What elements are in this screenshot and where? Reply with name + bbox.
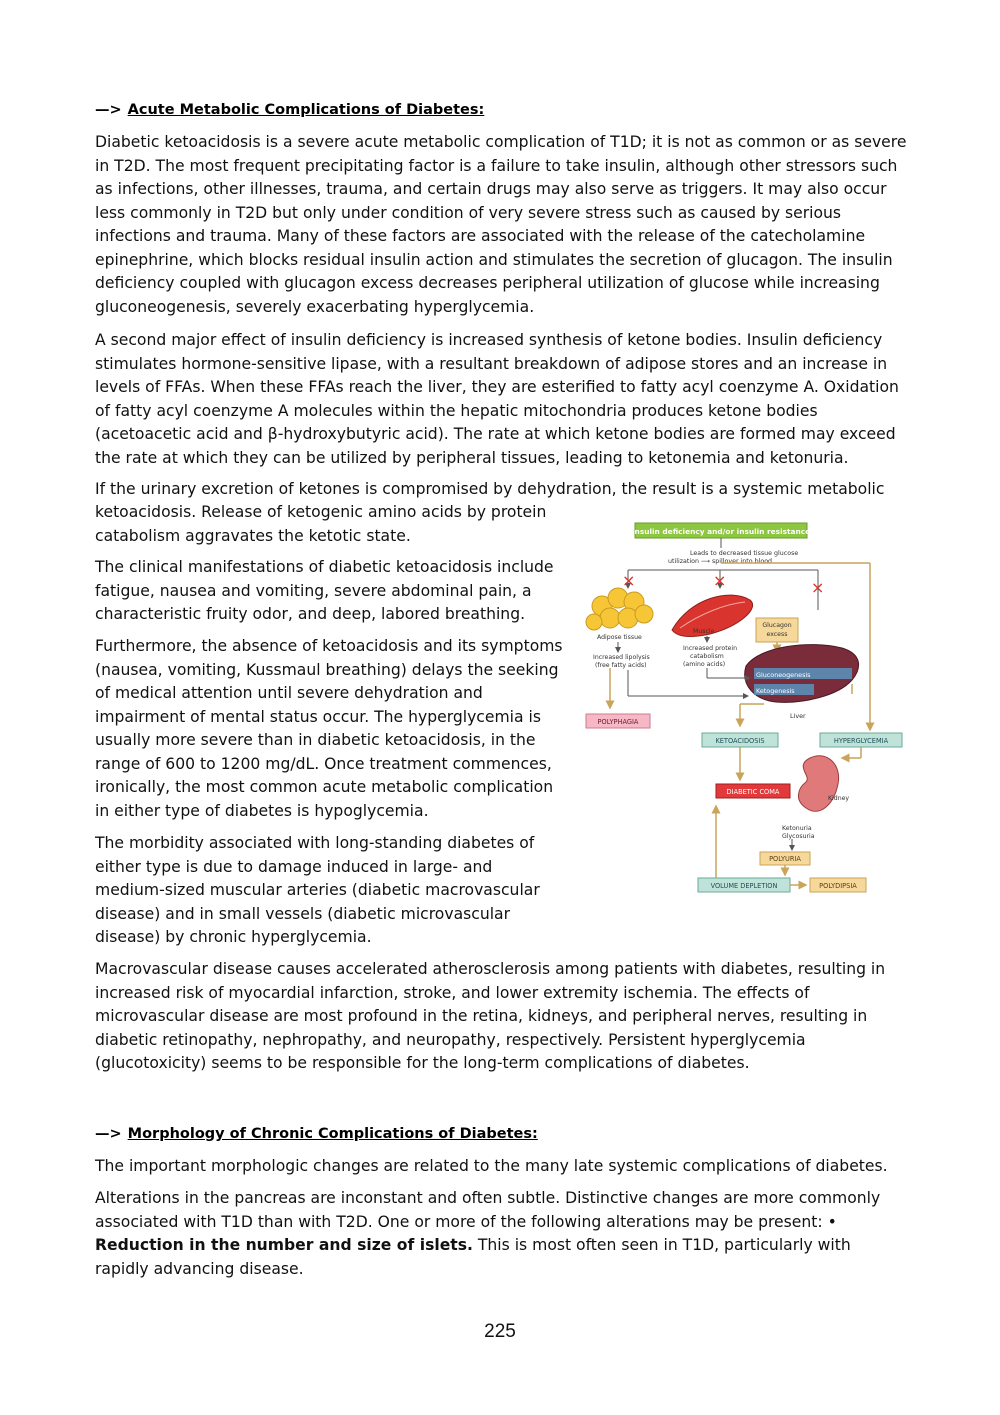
- pathogenesis-diagram: [580, 518, 910, 898]
- blocked-x-icon: ×: [622, 571, 636, 590]
- paragraph-morphologic-changes: The important morphologic changes are related to the many late systemic complications of diabetes.: [95, 1157, 888, 1175]
- paragraph-macrovascular: Macrovascular disease causes accelerated atherosclerosis among patients with diabetes, resulting in increased risk of myocardial infarction, stroke, and lower extremity ischemia. The effects of microvascular disease are most profound in the retina, kidneys, and peripheral nerves, resulting in diabetic retinopathy, nephropathy, and neuropathy, respectively. Persistent hyperglycemia (glucotoxicity) seems to be responsible for the long-term complications of diabetes.: [95, 960, 886, 1072]
- polyuria-label: POLYURIA: [769, 855, 801, 863]
- blocked-x-icon: ×: [811, 578, 825, 597]
- paragraph-clinical-manifestations: The clinical manifestations of diabetic ketoacidosis include fatigue, nausea and vomiting, severe abdominal pain, a characteristic fruity odor, and deep, labored breathing.: [95, 558, 554, 623]
- page-number: 225: [484, 1321, 516, 1342]
- pancreas-text: Alterations in the pancreas are inconstant and often subtle. Distinctive changes are more commonly associated with T1D than with T2D. One or more of the following alterations may be present: •: [95, 1189, 881, 1231]
- section-heading-acute: [95, 102, 484, 118]
- leads-to-label-1: Leads to decreased tissue glucose: [690, 550, 799, 557]
- heading-title: Morphology of Chronic Complications of Diabetes:: [127, 1126, 538, 1142]
- dka-pathogenesis-figure: [580, 518, 910, 898]
- paragraph-pancreas: [95, 1187, 907, 1281]
- lipolysis-label-1: Increased lipolysis: [593, 654, 650, 661]
- kidney-icon: [798, 756, 838, 812]
- glycosuria-label: Glycosuria: [782, 833, 815, 840]
- polydipsia-label: POLYDIPSIA: [819, 882, 857, 890]
- heading-arrow: —>: [95, 1126, 122, 1142]
- paragraph-ketone-bodies: A second major effect of insulin deficiency is increased synthesis of ketone bodies. Insulin deficiency stimulates hormone-sensitive lipase, with a resultant breakdown of adipose stores and an increase in levels of FFAs. When these FFAs reach the liver, they are esterified to fatty acyl coenzyme A. Oxidation of fatty acyl coenzyme A molecules within the hepatic mitochondria produces ketone bodies (acetoacetic acid and β-hydroxybutyric acid). The rate at which ketone bodies are formed may exceed the rate at which they can be utilized by peripheral tissues, leading to ketonemia and ketonuria.: [95, 331, 899, 467]
- paragraph-urinary-excretion-rest: ketoacidosis. Release of ketogenic amino acids by protein catabolism aggravates the ketotic state.: [95, 503, 547, 545]
- liver-label: Liver: [790, 712, 806, 720]
- islet-reduction-bold: Reduction in the number and size of islets.: [95, 1236, 473, 1254]
- lipolysis-label-2: (free fatty acids): [595, 662, 647, 669]
- adipose-tissue-icon: [586, 588, 653, 630]
- adipose-label: Adipose tissue: [597, 634, 642, 641]
- leads-to-label-2: utilization ⟶ spillover into blood: [668, 558, 773, 565]
- volume-depletion-label: VOLUME DEPLETION: [710, 882, 778, 890]
- protein-label-3: (amino acids): [683, 661, 726, 668]
- pancreas-text-end: This is most often seen in T1D, particularly with rapidly advancing disease.: [95, 1236, 851, 1278]
- paragraph-dka-intro: Diabetic ketoacidosis is a severe acute metabolic complication of T1D; it is not as common or as severe in T2D. The most frequent precipitating factor is a failure to take insulin, although other stressors such as infections, other illnesses, trauma, and certain drugs may also serve as triggers. It may also occur less commonly in T2D but only under condition of very severe stress such as caused by serious infections and trauma. Many of these factors are associated with the release of the catecholamine epinephrine, which blocks residual insulin action and stimulates the secretion of glucagon. The insulin deficiency coupled with glucagon excess decreases peripheral utilization of glucose while increasing gluconeogenesis, severely exacerbating hyperglycemia.: [95, 133, 907, 316]
- muscle-label: Muscle: [693, 628, 715, 635]
- glucagon-label-2: excess: [766, 631, 788, 638]
- kidney-label: Kidney: [828, 795, 850, 802]
- ketonuria-label: Ketonuria: [782, 825, 812, 832]
- polyphagia-label: POLYPHAGIA: [597, 718, 639, 726]
- ketoacidosis-label: KETOACIDOSIS: [715, 737, 765, 745]
- glucagon-label-1: Glucagon: [762, 622, 792, 629]
- diabetic-coma-label: DIABETIC COMA: [726, 788, 780, 796]
- hyperglycemia-label: HYPERGLYCEMIA: [833, 737, 889, 745]
- paragraph-hyperglycemia: Furthermore, the absence of ketoacidosis and its symptoms (nausea, vomiting, Kussmaul breathing) delays the seeking of medical attention until severe dehydration and impairment of mental status occur. The hyperglycemia is usually more severe than in diabetic ketoacidosis, in the range of 600 to 1200 mg/dL. Once treatment commences, ironically, the most common acute metabolic complication in either type of diabetes is hypoglycemia.: [95, 637, 563, 820]
- gluconeogenesis-label: Gluconeogenesis: [756, 671, 811, 679]
- section-heading-morphology: [95, 1126, 538, 1142]
- heading-title: Acute Metabolic Complications of Diabetes:: [127, 102, 485, 118]
- paragraph-urinary-excretion-line1: If the urinary excretion of ketones is compromised by dehydration, the result is a systemic metabolic: [95, 480, 885, 498]
- blocked-x-icon: ×: [713, 571, 727, 590]
- heading-arrow: —>: [95, 102, 122, 118]
- paragraph-morbidity: The morbidity associated with long-standing diabetes of either type is due to damage induced in large- and medium-sized muscular arteries (diabetic macrovascular disease) and in small vessels (diabetic microvascular disease) by chronic hyperglycemia.: [95, 834, 540, 946]
- insulin-deficiency-label: Insulin deficiency and/or insulin resistance: [631, 527, 811, 536]
- protein-label-1: Increased protein: [683, 645, 738, 652]
- ketogenesis-label: Ketogenesis: [756, 687, 795, 695]
- protein-label-2: catabolism: [690, 653, 724, 660]
